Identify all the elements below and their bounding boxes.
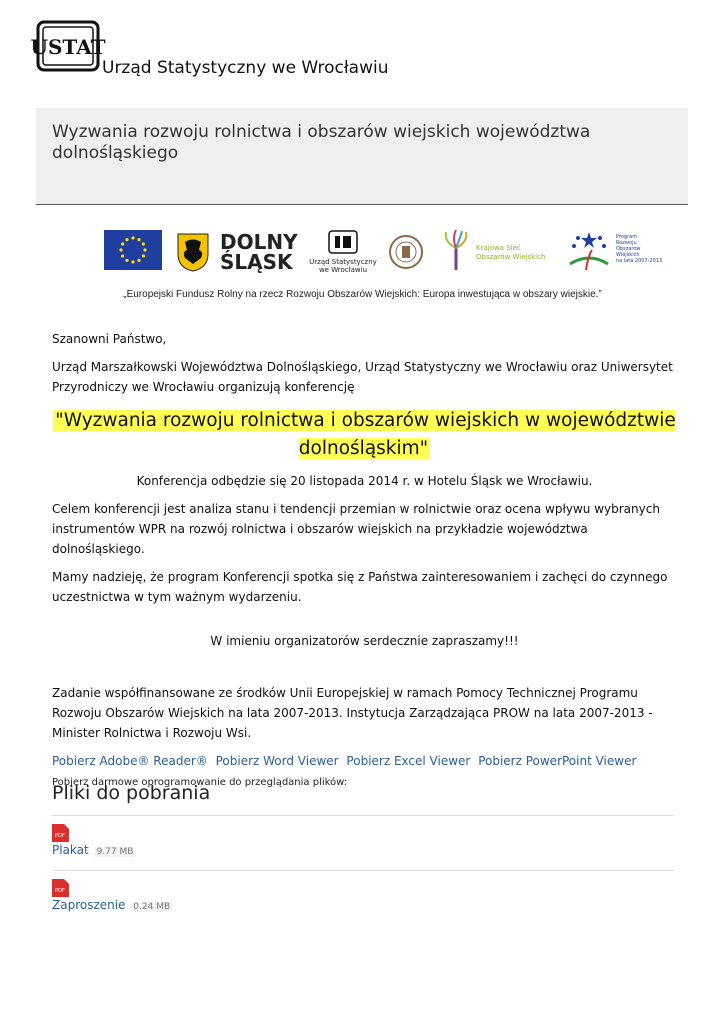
partner-logos bbox=[36, 222, 688, 282]
greeting: Szanowni Państwo, bbox=[52, 332, 167, 346]
us-wroclaw-logo bbox=[308, 230, 378, 274]
ustat-small-logo bbox=[328, 230, 358, 254]
page-title-box bbox=[36, 108, 688, 205]
hope-paragraph: Mamy nadzieję, że program Konferencji spotka się z Państwa zainteresowaniem i zachęci do czynnego uczestnictwa w tym ważnym wydarzeniu. bbox=[52, 570, 668, 604]
conference-title-block bbox=[52, 407, 677, 463]
us-label-1: Urząd Statystyczny bbox=[309, 258, 377, 266]
conference-date: Konferencja odbędzie się 20 listopada 2014 r. w Hotelu Śląsk we Wrocławiu. bbox=[136, 474, 593, 488]
viewer-note: Pobierz darmowe oprogramowanie do przeglądania plików: bbox=[52, 777, 348, 788]
pdf-icon bbox=[52, 824, 69, 842]
ksow-text bbox=[476, 244, 545, 262]
excel-viewer-link[interactable]: Pobierz Excel Viewer bbox=[346, 754, 471, 768]
slask-word: ŚLĄSK bbox=[220, 250, 293, 274]
file-link[interactable] bbox=[52, 843, 135, 857]
prow-line-2: Rozwoju bbox=[616, 240, 637, 246]
prow-text bbox=[616, 234, 662, 264]
article-content bbox=[52, 329, 677, 793]
file-name[interactable]: Plakat bbox=[52, 843, 89, 857]
prow-line-5: na lata 2007-2013 bbox=[616, 258, 663, 264]
us-label-2: we Wrocławiu bbox=[318, 266, 368, 274]
ksow-line-1: Krajowa Sieć bbox=[476, 244, 521, 252]
prow-line-3: Obszarów bbox=[616, 246, 641, 252]
file-name[interactable]: Zaproszenie bbox=[52, 898, 126, 912]
pdf-icon bbox=[52, 879, 69, 897]
site-name[interactable]: Urząd Statystyczny we Wrocławiu bbox=[102, 58, 389, 78]
file-size: 0.24 MB bbox=[133, 902, 171, 912]
dolny-slask-logo bbox=[220, 232, 298, 272]
downloads-title: Pliki do pobrania bbox=[52, 782, 211, 804]
dolny-word: DOLNY bbox=[220, 230, 298, 254]
word-viewer-link[interactable]: Pobierz Word Viewer bbox=[215, 754, 339, 768]
logo-lettering: USTAT bbox=[30, 35, 106, 59]
prow-logo-icon bbox=[566, 228, 612, 272]
file-row-plakat[interactable] bbox=[52, 815, 674, 857]
pdf-label: PDF bbox=[55, 833, 65, 839]
page-title: Wyzwania rozwoju rolnictwa i obszarów wiejskich województwa dolnośląskiego bbox=[52, 122, 591, 163]
invitation-line: W imieniu organizatorów serdecznie zapraszamy!!! bbox=[210, 634, 519, 648]
file-link[interactable] bbox=[52, 898, 172, 912]
ksow-logo-icon bbox=[440, 228, 472, 272]
prow-line-4: Wiejskich bbox=[616, 252, 640, 258]
adobe-reader-link[interactable]: Pobierz Adobe® Reader® bbox=[52, 754, 208, 768]
funding-paragraph: Zadanie współfinansowane ze środków Unii Europejskiej w ramach Pomocy Technicznej Programu Rozwoju Obszarów Wiejskich na lata 2007-2013. Instytucja Zarządzająca PROW na lata 2007-2013 - Minister Rolnictwa i Rozwoju Wsi. bbox=[52, 686, 653, 740]
conference-title: "Wyzwania rozwoju rolnictwa i obszarów wiejskich w województwie dolnośląskim" bbox=[55, 410, 676, 459]
prow-line-1: Program bbox=[616, 234, 638, 240]
coat-of-arms-icon bbox=[176, 232, 210, 272]
intro-paragraph: Urząd Marszałkowski Województwa Dolnośląskiego, Urząd Statystyczny we Wrocławiu oraz Uniwersytet Przyrodniczy we Wrocławiu organizują konferencję bbox=[52, 360, 673, 394]
file-size: 9.77 MB bbox=[96, 847, 134, 857]
goal-paragraph: Celem konferencji jest analiza stanu i tendencji przemian w rolnictwie oraz ocena wpływu wybranych instrumentów WPR na rozwój rolnictwa i obszarów wiejskich na przykładzie województwa dolnośląskiego. bbox=[52, 502, 660, 556]
university-seal-icon bbox=[388, 234, 424, 270]
ksow-line-2: Obszarów Wiejskich bbox=[476, 253, 546, 261]
site-header bbox=[30, 20, 536, 80]
file-row-zaproszenie[interactable] bbox=[52, 870, 674, 912]
fund-caption: „Europejski Fundusz Rolny na rzecz Rozwoju Obszarów Wiejskich: Europa inwestująca w obszary wiejskie.” bbox=[123, 289, 602, 300]
eu-flag-logo bbox=[104, 230, 162, 270]
pdf-label: PDF bbox=[55, 888, 65, 894]
ustat-logo[interactable] bbox=[30, 20, 106, 72]
powerpoint-viewer-link[interactable]: Pobierz PowerPoint Viewer bbox=[478, 754, 637, 768]
